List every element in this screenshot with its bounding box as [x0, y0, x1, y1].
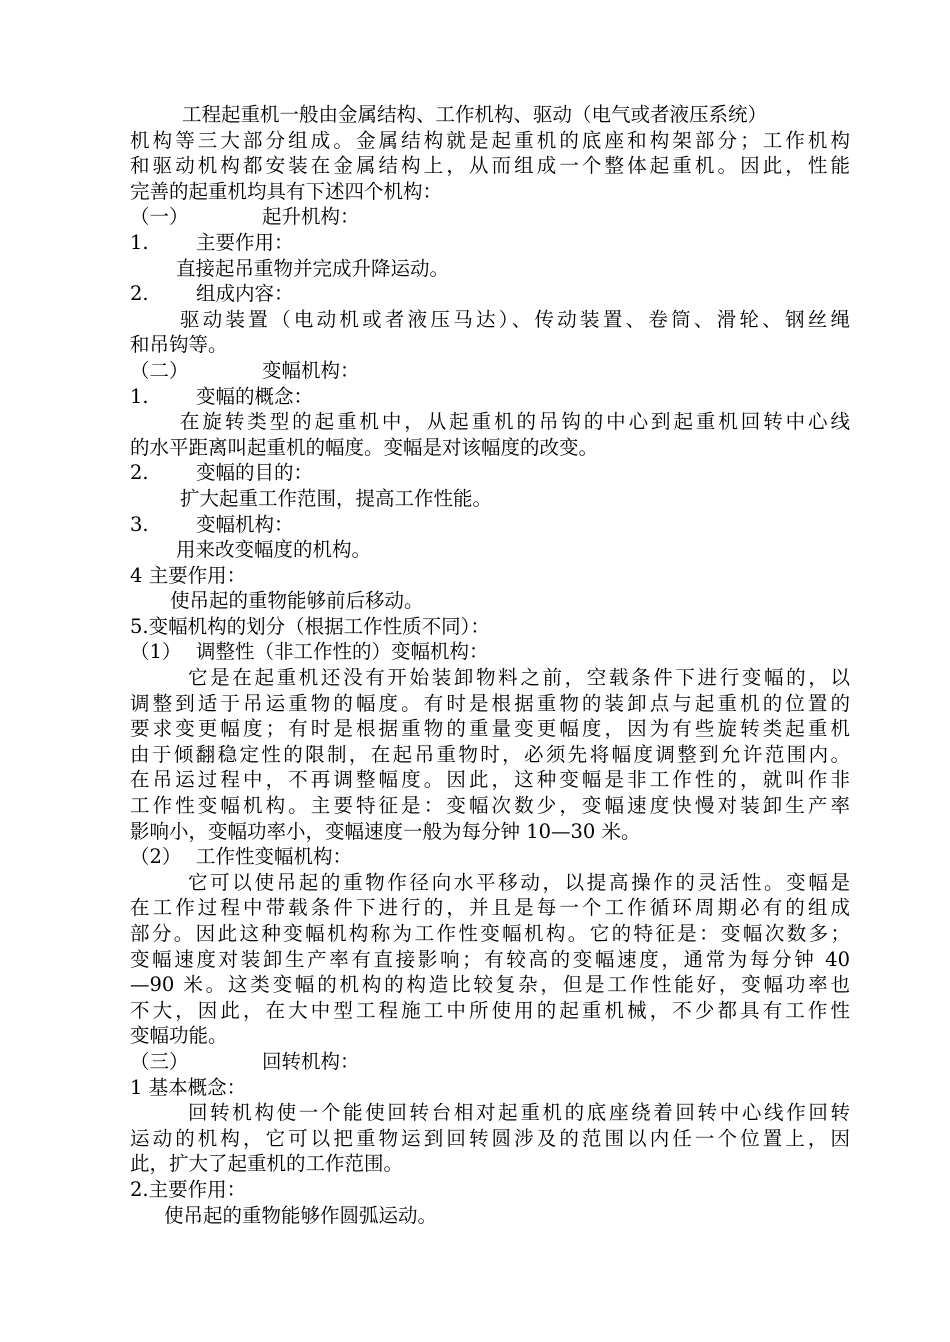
text-line: 机构等三大部分组成。金属结构就是起重机的底座和构架部分；工作机构 [130, 128, 850, 152]
list-item: 5.变幅机构的划分（根据工作性质不同）： [130, 614, 490, 638]
text-line: 在工作过程中带载条件下进行的，并且是每一个工作循环周期必有的组成 [130, 896, 850, 920]
text-line: 工作性变幅机构。主要特征是：变幅次数少，变幅速度快慢对装卸生产率 [130, 794, 850, 818]
section-number: （二） [130, 358, 189, 382]
section-number: （一） [130, 205, 189, 229]
text-line: 运动的机构，它可以把重物运到回转圆涉及的范围以内任一个位置上，因 [130, 1126, 850, 1150]
text-line: 调整到适于吊运重物的幅度。有时是根据重物的装卸点与起重机的位置的 [130, 691, 850, 715]
list-item: 1 基本概念： [130, 1075, 247, 1099]
sub-number: （1） [130, 640, 182, 664]
list-item: 2.主要作用： [130, 1177, 247, 1201]
section-title: 变幅机构： [262, 358, 360, 382]
text-line: 要求变更幅度；有时是根据重物的重量变更幅度，因为有些旋转类起重机 [130, 717, 850, 741]
list-label: 变幅的概念： [196, 384, 314, 408]
list-label: 变幅的目的： [196, 461, 314, 485]
sub-heading [130, 844, 850, 870]
section-number: （三） [130, 1049, 189, 1073]
text-line: 和吊钩等。 [130, 333, 228, 357]
section-heading [130, 358, 850, 384]
sub-number: （2） [130, 845, 182, 869]
list-item [130, 460, 850, 486]
text-line: 和驱动机构都安装在金属结构上，从而组成一个整体起重机。因此，性能 [130, 154, 850, 178]
list-item [130, 384, 850, 410]
text-line: 部分。因此这种变幅机构称为工作性变幅机构。它的特征是：变幅次数多； [130, 922, 850, 945]
section-heading [130, 1049, 850, 1075]
text-line: 驱动装置（电动机或者液压马达）、传动装置、卷筒、滑轮、钢丝绳 [180, 307, 850, 331]
text-line: 变幅功能。 [130, 1024, 228, 1048]
text-line: 它是在起重机还没有开始装卸物料之前，空载条件下进行变幅的，以 [188, 666, 850, 690]
list-label: 变幅机构： [196, 512, 294, 536]
list-item [130, 512, 850, 538]
text-line: 的水平距离叫起重机的幅度。变幅是对该幅度的改变。 [130, 435, 599, 459]
list-item: 4 主要作用： [130, 563, 247, 587]
text-line: 变幅速度对装卸生产率有直接影响；有较高的变幅速度，通常为每分钟 40 [130, 947, 850, 971]
text-line: 此，扩大了起重机的工作范围。 [130, 1152, 404, 1176]
text-line: 不大，因此，在大中型工程施工中所使用的起重机械，不少都具有工作性 [130, 998, 850, 1022]
text-line: 在吊运过程中，不再调整幅度。因此，这种变幅是非工作性的，就叫作非 [130, 768, 850, 792]
sub-heading [130, 639, 850, 665]
text-line: 它可以使吊起的重物作径向水平移动，以提高操作的灵活性。变幅是 [188, 870, 850, 894]
list-number: 2. [130, 282, 149, 306]
sub-title: 调整性（非工作性的）变幅机构： [196, 640, 489, 664]
list-label: 组成内容： [196, 282, 294, 306]
list-number: 3. [130, 512, 149, 536]
section-title: 起升机构： [262, 205, 360, 229]
text-line: 完善的起重机均具有下述四个机构： [130, 179, 443, 203]
text-line: 由于倾翻稳定性的限制，在起吊重物时，必须先将幅度调整到允许范围内。 [130, 742, 850, 766]
text-line: 使吊起的重物能够前后移动。 [170, 589, 424, 613]
text-line: —90 米。这类变幅的机构的构造比较复杂，但是工作性能好，变幅功率也 [130, 973, 850, 997]
section-title: 回转机构： [262, 1049, 360, 1073]
text-line: 用来改变幅度的机构。 [176, 538, 372, 562]
document-page [130, 102, 850, 1228]
text-line: 影响小，变幅功率小，变幅速度一般为每分钟 10—30 米。 [130, 819, 641, 843]
sub-title: 工作性变幅机构： [196, 845, 353, 869]
text-line: 扩大起重工作范围，提高工作性能。 [180, 486, 493, 510]
section-heading [130, 204, 850, 230]
text-line: 工程起重机一般由金属结构、工作机构、驱动（电气或者液压系统） [182, 103, 768, 126]
list-label: 主要作用： [196, 230, 294, 254]
list-number: 2. [130, 461, 149, 485]
list-number: 1. [130, 230, 149, 254]
text-line: 回转机构使一个能使回转台相对起重机的底座绕着回转中心线作回转 [188, 1101, 850, 1125]
text-line: 在旋转类型的起重机中，从起重机的吊钩的中心到起重机回转中心线 [180, 410, 850, 434]
text-line: 直接起吊重物并完成升降运动。 [176, 256, 450, 280]
list-number: 1. [130, 384, 149, 408]
list-item [130, 230, 850, 256]
text-line: 使吊起的重物能够作圆弧运动。 [164, 1203, 438, 1227]
list-item [130, 281, 850, 307]
